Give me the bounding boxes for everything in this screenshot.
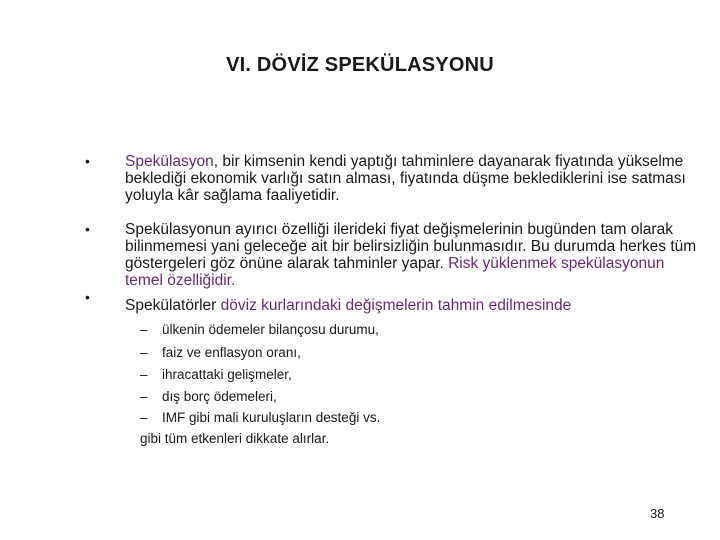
risk-highlight: Risk yüklenmek spekülasyonun temel özelliğidir. <box>125 255 665 289</box>
bullet-marker: • <box>85 153 90 169</box>
bullet-definition <box>125 153 705 204</box>
uncertainty-text: Spekülasyonun ayırıcı özelliği ilerideki fiyat değişmelerinin bugünden tam olarak bilinmemesi yani geleceğe ait bir belirsizliğin bulunmasıdır. Bu durumda herkes tüm göstergeleri göz önüne alarak tahminler yapar. <box>125 221 697 272</box>
sub-item: – IMF gibi mali kuruluşların desteği vs. <box>140 410 381 425</box>
bullet-speculators <box>125 297 705 314</box>
sub-item: – ihracattaki gelişmeler, <box>140 367 292 382</box>
bullet-marker: • <box>85 289 90 305</box>
sub-item: – faiz ve enflasyon oranı, <box>140 345 301 360</box>
term-spekulasyon: Spekülasyon <box>125 153 214 170</box>
slide-title: VI. DÖVİZ SPEKÜLASYONU <box>226 54 494 76</box>
sub-item: – ülkenin ödemeler bilançosu durumu, <box>140 322 379 337</box>
bullet-marker: • <box>85 221 90 237</box>
closing-text: gibi tüm etkenleri dikkate alırlar. <box>140 431 330 446</box>
speculators-highlight: döviz kurlarındaki değişmelerin tahmin edilmesinde <box>220 297 572 314</box>
speculators-text: Spekülatörler <box>125 297 221 314</box>
page-number: 38 <box>650 506 665 521</box>
sub-item: – dış borç ödemeleri, <box>140 389 277 404</box>
definition-text: , bir kimsenin kendi yaptığı tahminlere dayanarak fiyatında yükselme beklediği ekonomik varlığı satın alması, fiyatında düşme beklediklerini ise satması yoluyla kâr sağlama faaliyetidir. <box>125 153 686 204</box>
bullet-uncertainty <box>125 221 705 289</box>
